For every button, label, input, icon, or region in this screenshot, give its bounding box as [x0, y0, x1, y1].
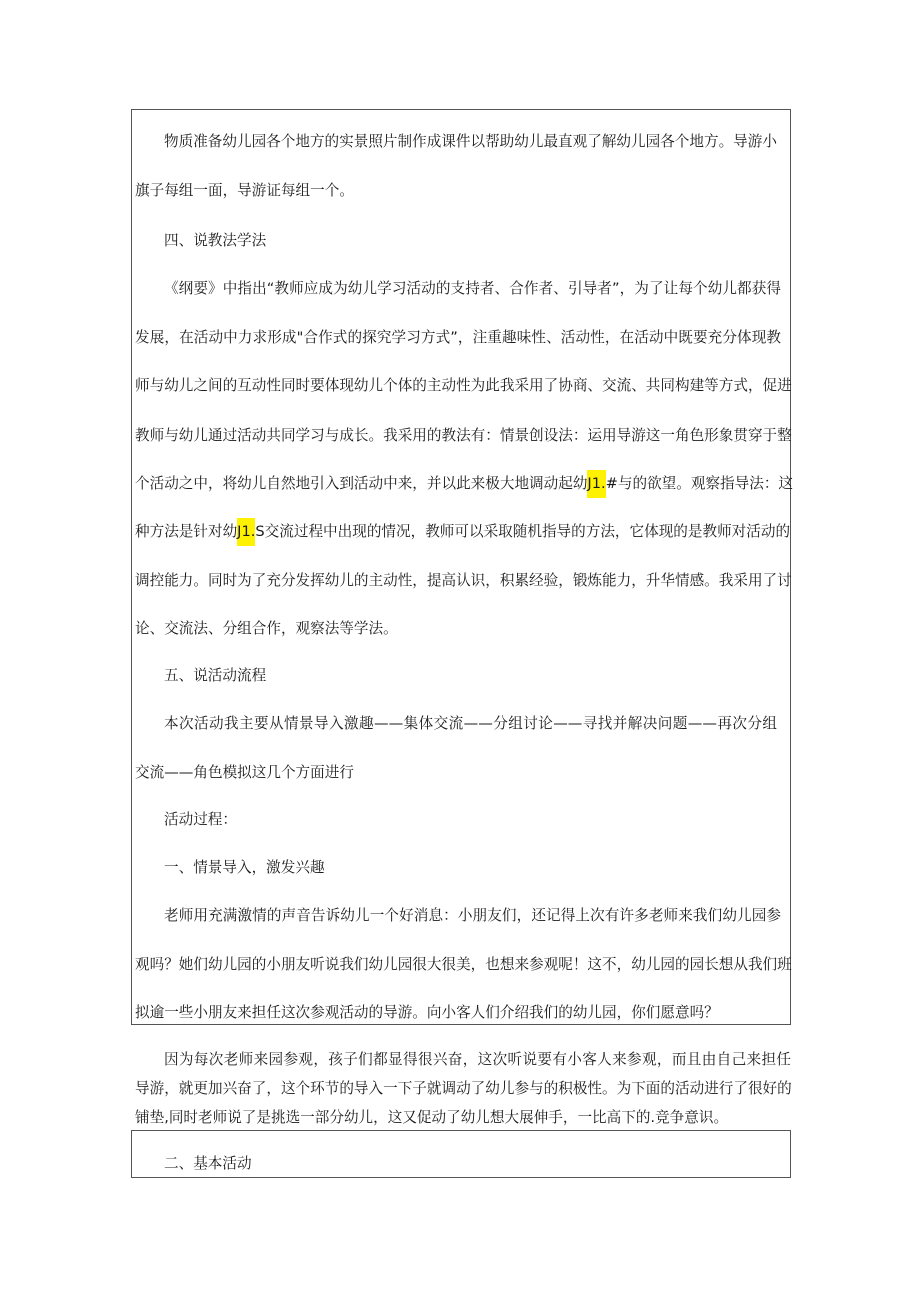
- heading-basic-activity: 二、基本活动: [164, 1155, 252, 1172]
- label-activity-process: 活动过程：: [164, 811, 237, 828]
- heading-activity-flow: 五、说活动流程: [164, 667, 267, 684]
- paragraph-reflection-line1: 因为每次老师来园参观，孩子们都显得很兴奋，这次听说要有小客人来参观，而且由自己来担任: [164, 1051, 791, 1068]
- paragraph-flow-line2: 交流——角色模拟这几个方面进行: [135, 764, 354, 781]
- paragraph-teacher-line2: 观吗？她们幼儿园的小朋友听说我们幼儿园很大很美，也想来参观呢！这不，幼儿园的园长想从我们班: [135, 956, 792, 973]
- paragraph-methods-line8: 论、交流法、分组合作，观察法等学法。: [135, 620, 398, 637]
- paragraph-methods-line7: 调控能力。同时为了充分发挥幼儿的主动性，提高认识，积累经验，锻炼能力，升华情感。我采用了讨: [135, 572, 792, 589]
- text-segment: #与的欲望。观察指导法：这: [605, 475, 794, 492]
- paragraph-reflection-line3: 铺垫,同时老师说了是挑选一部分幼儿，这又促动了幼儿想大展伸手，一比高下的.竞争意识。: [135, 1109, 729, 1126]
- paragraph-teacher-line1: 老师用充满激情的声音告诉幼儿一个好消息：小朋友们，还记得上次有许多老师来我们幼儿园参: [164, 907, 781, 924]
- paragraph-materials-line1: 物质准备幼儿园各个地方的实景照片制作成课件以帮助幼儿最直观了解幼儿园各个地方。导游小: [164, 133, 777, 150]
- highlighted-text: J1.: [237, 518, 255, 546]
- text-segment: 个活动之中，将幼儿自然地引入到活动中来，并以此来极大地调动起幼: [135, 475, 588, 492]
- heading-teaching-methods: 四、说教法学法: [164, 232, 267, 249]
- paragraph-materials-line2: 旗子每组一面，导游证每组一个。: [135, 182, 354, 199]
- paragraph-flow-line1: 本次活动我主要从情景导入激趣——集体交流——分组讨论——寻找并解决问题——再次分组: [164, 715, 777, 732]
- paragraph-methods-line2: 发展，在活动中力求形成"合作式的探究学习方式”，注重趣味性、活动性，在活动中既要充分体现教: [135, 329, 781, 346]
- paragraph-methods-line3: 师与幼儿之间的互动性同时要体现幼儿个体的主动性为此我采用了协商、交流、共同构建等方式，促进: [135, 377, 792, 394]
- paragraph-reflection-line2: 导游，就更加兴奋了，这个环节的导入一下子就调动了幼儿参与的积极性。为下面的活动进行了很好的: [135, 1080, 792, 1097]
- paragraph-teacher-line3: 拟逾一些小朋友来担任这次参观活动的导游。向小客人们介绍我们的幼儿园，你们愿意吗？: [135, 1004, 719, 1021]
- text-segment: 种方法是针对幼: [135, 523, 238, 540]
- highlighted-text: J1.: [587, 470, 605, 498]
- paragraph-methods-line1: 《纲要》中指出“教师应成为幼儿学习活动的支持者、合作者、引导者”，为了让每个幼儿都获得: [164, 280, 781, 297]
- text-segment: S交流过程中出现的情况，教师可以采取随机指导的方法，它体现的是教师对活动的: [255, 523, 791, 540]
- paragraph-methods-line4: 教师与幼儿通过活动共同学习与成长。我采用的教法有：情景创设法：运用导游这一角色形象贯穿于整: [135, 427, 792, 444]
- heading-scene-intro: 一、情景导入，激发兴趣: [164, 859, 325, 876]
- paragraph-methods-line5: [135, 474, 794, 494]
- paragraph-methods-line6: [135, 522, 791, 542]
